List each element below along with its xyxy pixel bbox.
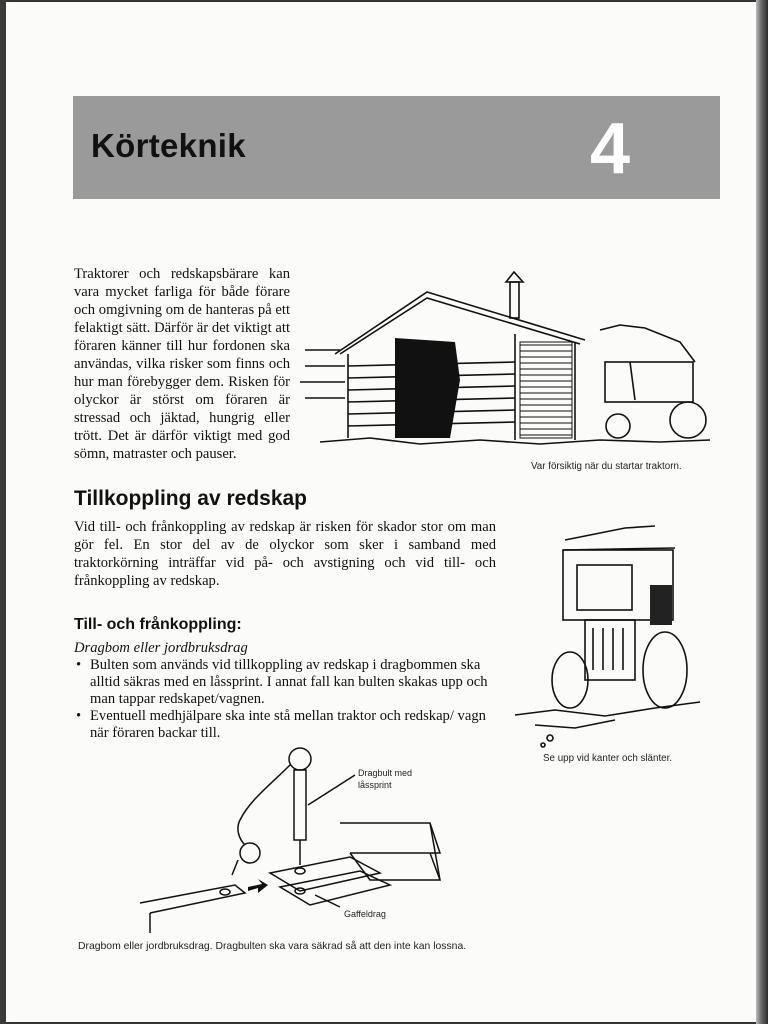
subsection-subheading: Dragbom eller jordbruksdrag xyxy=(74,640,248,656)
list-item xyxy=(74,708,492,742)
list-item xyxy=(74,657,492,708)
bullet-icon: • xyxy=(76,708,82,724)
subsection-heading: Till- och frånkoppling: xyxy=(74,616,242,633)
tractor-slope-illustration xyxy=(515,520,700,750)
bullet-text: Bulten som används vid tillkoppling av redskap i dragbommen ska alltid säkras med en låssprint. I annat fall kan bulten skakas upp och man tappar redskapet/vagnen. xyxy=(90,657,488,707)
drawbar-pin-illustration xyxy=(140,745,460,930)
section-body: Vid till- och frånkoppling av redskap är risken för skador stor om man gör fel. En stor del av de olyckor som sker i samband med traktorkörning inträffar vid på- och avstigning och vid till- och frånkoppling av redskap. xyxy=(74,519,496,589)
section-heading: Tillkoppling av redskap xyxy=(74,487,308,510)
bullet-icon: • xyxy=(76,657,82,673)
shed-tractor-illustration xyxy=(300,270,715,450)
chapter-title: Körteknik xyxy=(91,127,246,164)
chapter-number: 4 xyxy=(590,109,631,189)
figure1-caption: Var försiktig när du startar traktorn. xyxy=(531,461,682,472)
pin-label-line2: låssprint xyxy=(358,780,392,790)
bullet-text: Eventuell medhjälpare ska inte stå mellan traktor och redskap/ vagn när föraren backar till. xyxy=(90,708,486,741)
figure3-caption: Dragbom eller jordbruksdrag. Dragbulten ska vara säkrad så att den inte kan lossna. xyxy=(78,941,467,952)
intro-paragraph: Traktorer och redskapsbärare kan vara mycket farliga för både förare och omgivning om de hanteras på ett felaktigt sätt. Därför är det viktigt att föraren känner till hur fordonen ska användas, vilka risker som finns och hur man förebygger dem. Risken för olyckor är störst om föraren är stressad och jäktad, hungrig eller trött. Det är därför viktigt med god sömn, matraster och pauser. xyxy=(74,266,290,462)
figure2-caption: Se upp vid kanter och slänter. xyxy=(543,753,673,764)
book-spine xyxy=(756,0,768,1024)
fork-label: Gaffeldrag xyxy=(344,909,386,919)
bullet-list xyxy=(74,657,492,742)
pin-label-line1: Dragbult med xyxy=(358,768,413,778)
